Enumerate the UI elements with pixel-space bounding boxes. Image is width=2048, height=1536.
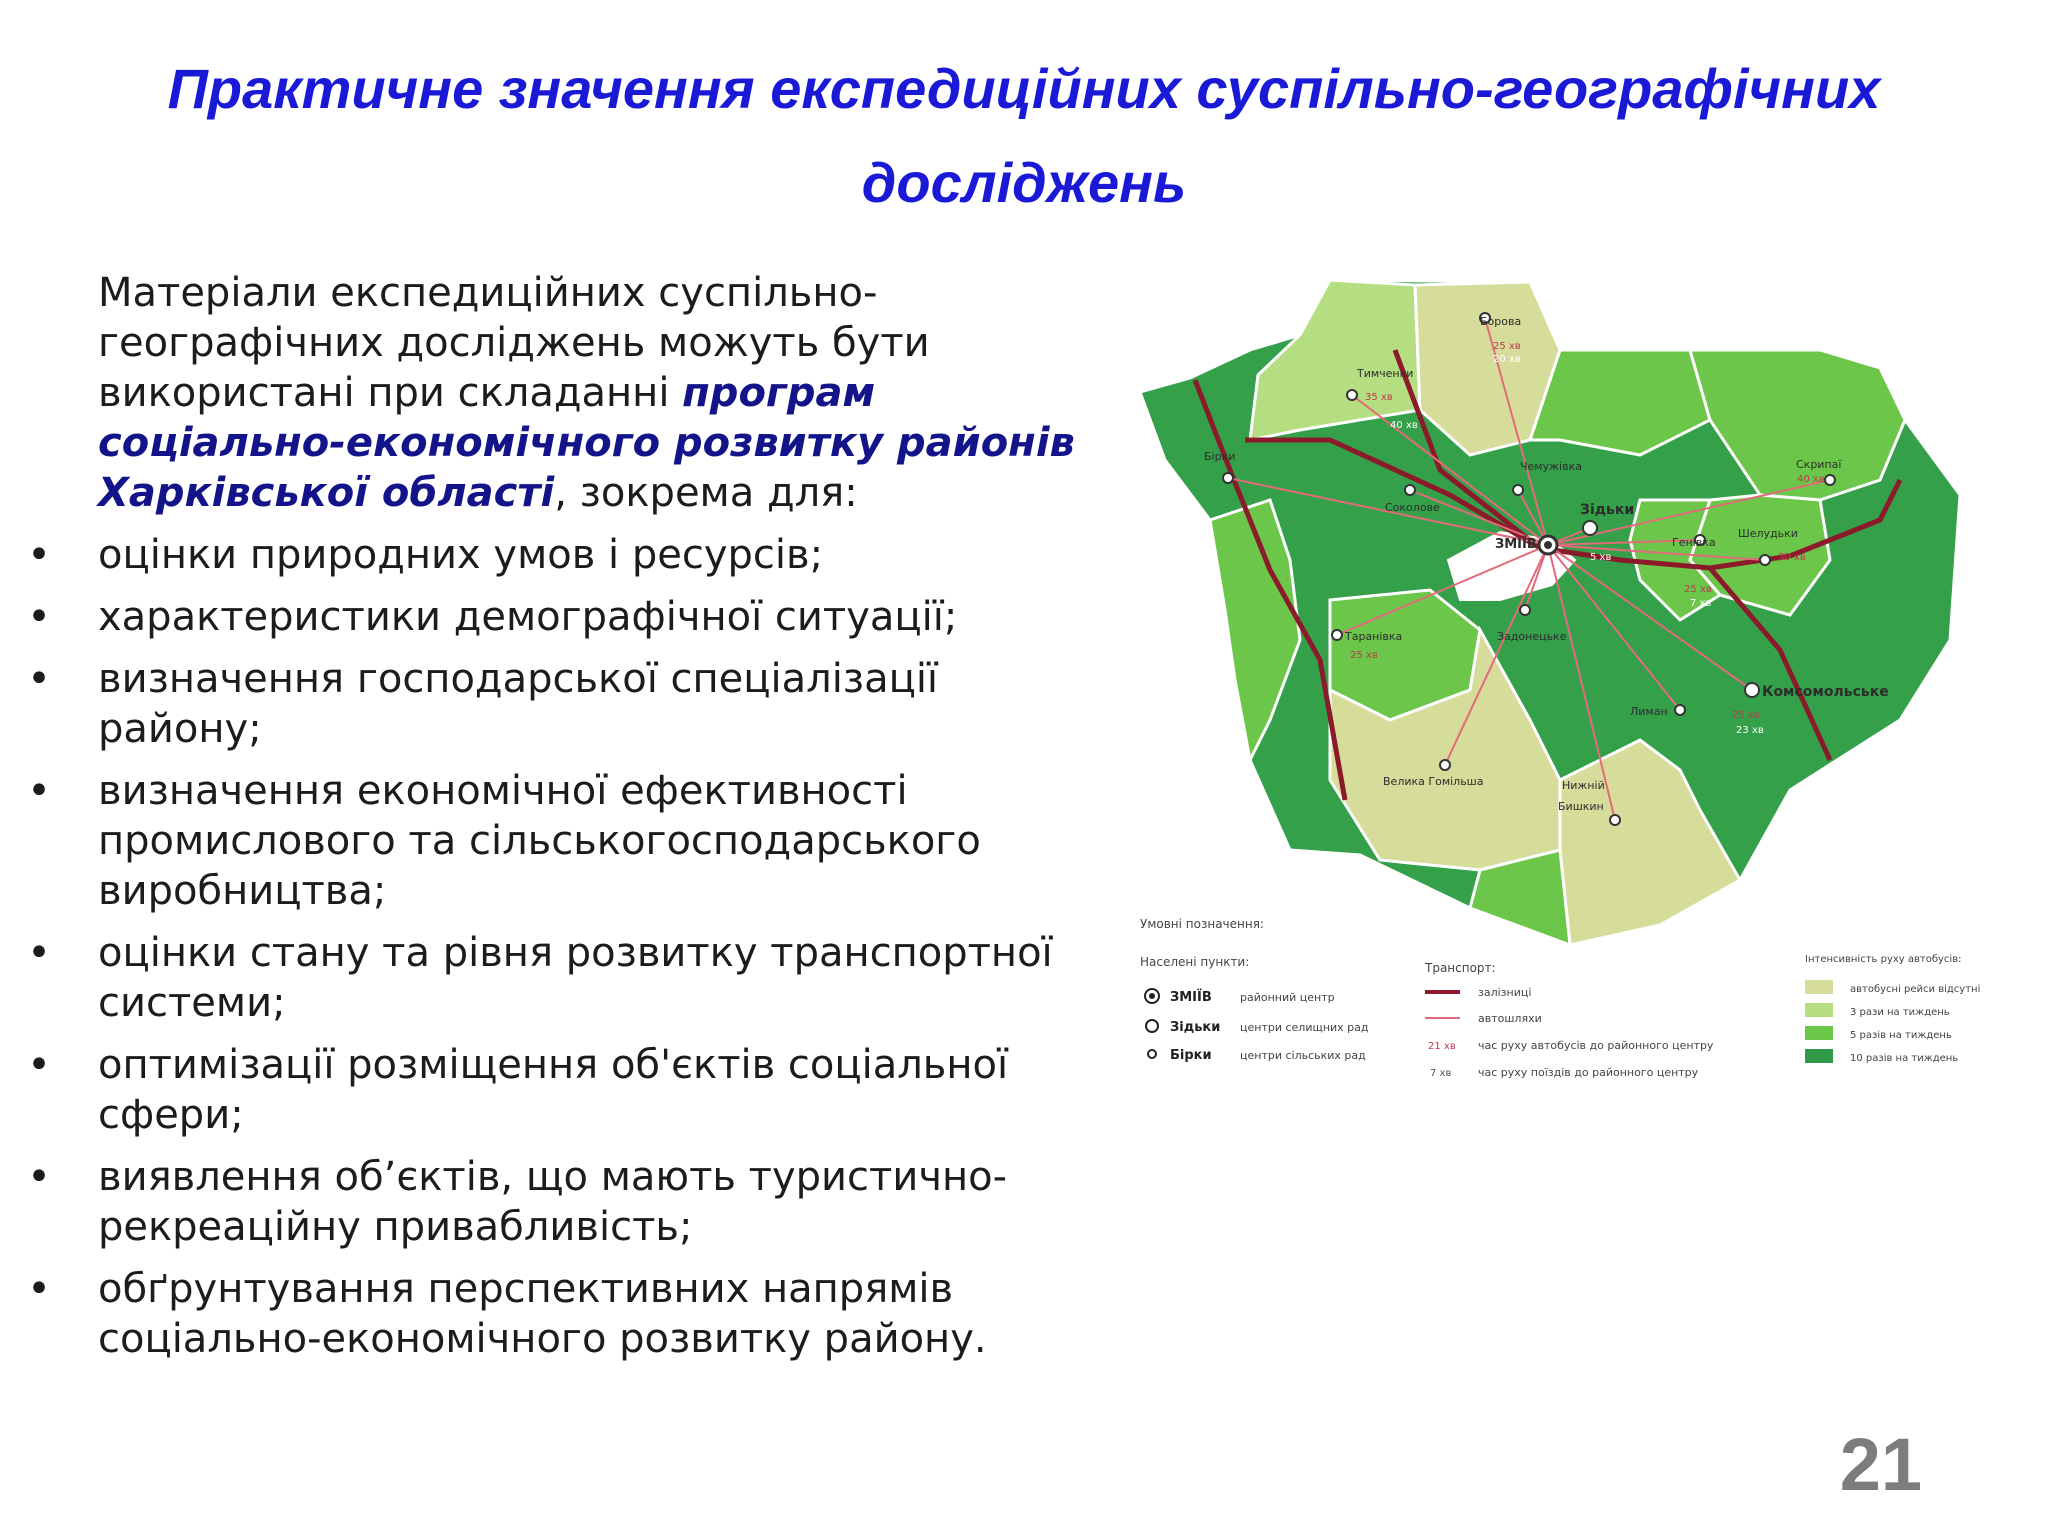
place-label: Тимченки — [1357, 367, 1414, 380]
list-item — [24, 530, 1084, 580]
settlement-marker — [1513, 485, 1523, 495]
list-item-text: оцінки стану та рівня розвитку транспортної системи; — [98, 930, 1053, 1026]
slide-title: Практичне значення експедиційних суспільно-географічних досліджень — [167, 57, 1881, 214]
bullet-marker: • — [27, 1266, 51, 1312]
place-label: Велика Гомільша — [1383, 775, 1484, 788]
legend-bus-header: Інтенсивність руху автобусів: — [1805, 954, 1962, 965]
place-label: Лиман — [1630, 705, 1668, 718]
legend-bus-label: 10 разів на тиждень — [1850, 1053, 1959, 1064]
legend-swatch — [1805, 1026, 1833, 1040]
legend-settlement-desc: центри сільських рад — [1240, 1049, 1366, 1062]
list-item — [24, 1152, 1084, 1252]
bullet-marker: • — [27, 656, 51, 702]
place-label: Таранівка — [1345, 630, 1403, 643]
bus-time-label: 40 хв — [1797, 474, 1825, 485]
legend-transport-desc: автошляхи — [1478, 1012, 1542, 1025]
list-item — [24, 654, 1084, 754]
place-label: Соколове — [1385, 501, 1440, 514]
place-label: Чемужівка — [1520, 460, 1582, 473]
place-label: Генівка — [1672, 536, 1716, 549]
bullet-marker: • — [27, 768, 51, 814]
legend-settlements-header: Населені пункти: — [1140, 955, 1250, 969]
bus-time-label: 25 хв — [1732, 710, 1760, 721]
intro-highlight: програм соціально-економічного розвитку районів Харківської області — [98, 370, 1075, 516]
intro-text-end: , зокрема для: — [554, 470, 858, 516]
slide-body — [24, 268, 1084, 1376]
legend-bus-label: 3 рази на тиждень — [1850, 1007, 1950, 1018]
legend-swatch — [1805, 980, 1833, 994]
train-time-label: 20 хв — [1493, 354, 1521, 365]
list-item-text: визначення економічної ефективності промислового та сільськогосподарського виробництва; — [98, 768, 981, 914]
list-item-text: оцінки природних умов і ресурсів; — [98, 532, 824, 578]
legend-settlement-name: ЗМІЇВ — [1170, 990, 1212, 1005]
place-label: Борова — [1480, 315, 1522, 328]
train-time-label: 23 хв — [1736, 725, 1764, 736]
bullet-marker: • — [27, 1154, 51, 1200]
settlement-marker — [1825, 475, 1835, 485]
train-time-label: 5 хв — [1590, 552, 1612, 563]
list-item — [24, 1040, 1084, 1140]
list-item-text: обґрунтування перспективних напрямів соціально-економічного розвитку району. — [98, 1266, 987, 1362]
place-label: Комсомольське — [1762, 684, 1889, 700]
place-label: Бишкин — [1558, 800, 1604, 813]
intro-text-start: Матеріали експедиційних суспільно-географічних досліджень можуть бути використані при складанні — [98, 270, 930, 416]
bus-time-label: 25 хв — [1684, 584, 1712, 595]
bullet-marker: • — [27, 930, 51, 976]
place-label: ЗМІЇВ — [1495, 537, 1537, 552]
place-label: Бірки — [1204, 450, 1236, 463]
list-item — [24, 928, 1084, 1028]
legend-settlement-desc: районний центр — [1240, 991, 1335, 1004]
legend-bus-label: 5 разів на тиждень — [1850, 1030, 1952, 1041]
legend-settlement-name: Зідьки — [1170, 1020, 1221, 1035]
legend-transport-desc: час руху поїздів до районного центру — [1478, 1066, 1699, 1079]
bus-time-label: 25 хв — [1493, 341, 1521, 352]
page-number: 21 — [1839, 1423, 1922, 1506]
place-label: Нижній — [1562, 779, 1605, 792]
bus-time-label: 25 хв — [1350, 650, 1378, 661]
place-label: Шелудьки — [1738, 527, 1798, 540]
settlement-marker — [1675, 705, 1685, 715]
train-time-label: 40 хв — [1390, 420, 1418, 431]
legend-swatch — [1805, 1049, 1833, 1063]
settlement-marker — [1610, 815, 1620, 825]
settlement-marker — [1440, 760, 1450, 770]
list-item-text: виявлення об’єктів, що мають туристично-рекреаційну привабливість; — [98, 1154, 1008, 1250]
legend-transport-header: Транспорт: — [1425, 961, 1496, 975]
intro-paragraph — [24, 268, 1084, 518]
settlement-marker — [1332, 630, 1342, 640]
settlement-marker — [1760, 555, 1770, 565]
legend-swatch — [1805, 1003, 1833, 1017]
legend-transport-desc: залізниці — [1478, 986, 1532, 999]
district-map — [1132, 268, 2036, 1108]
list-item — [24, 592, 1084, 642]
settlement-marker — [1405, 485, 1415, 495]
legend-settlement-desc: центри селищних рад — [1240, 1021, 1369, 1034]
bus-time-label: 30 хв — [1778, 552, 1806, 563]
zmiiv-marker-inner — [1545, 542, 1551, 548]
map-regions — [1140, 280, 1960, 945]
list-item — [24, 766, 1084, 916]
bullet-marker: • — [27, 1042, 51, 1088]
legend-transport-sample: 21 хв — [1428, 1041, 1456, 1052]
legend-transport-desc: час руху автобусів до районного центру — [1478, 1039, 1714, 1052]
train-time-label: 7 хв — [1690, 598, 1712, 609]
legend-title: Умовні позначення: — [1140, 917, 1264, 931]
bullet-marker: • — [27, 532, 51, 578]
list-item-text: характеристики демографічної ситуації; — [98, 594, 958, 640]
bullet-marker: • — [27, 594, 51, 640]
settlement-marker — [1745, 683, 1759, 697]
bus-time-label: 35 хв — [1365, 392, 1393, 403]
list-item — [24, 1264, 1084, 1364]
settlement-legend-icon — [1146, 1020, 1158, 1032]
village-legend-icon — [1148, 1050, 1156, 1058]
settlement-marker — [1347, 390, 1357, 400]
settlement-marker — [1520, 605, 1530, 615]
settlement-marker — [1223, 473, 1233, 483]
place-label: Скрипаї — [1796, 458, 1842, 471]
legend-settlement-name: Бірки — [1170, 1048, 1212, 1063]
list-item-text: оптимізації розміщення об'єктів соціальної сфери; — [98, 1042, 1009, 1138]
legend-transport-sample: 7 хв — [1430, 1068, 1452, 1079]
zmiiv-legend-icon-dot — [1149, 993, 1155, 999]
settlement-marker — [1583, 521, 1597, 535]
place-label: Задонецьке — [1497, 630, 1567, 643]
list-item-text: визначення господарської спеціалізації району; — [98, 656, 939, 752]
legend-bus-label: автобусні рейси відсутні — [1850, 984, 1981, 995]
bullet-list — [24, 530, 1084, 1364]
place-label: Зідьки — [1580, 502, 1635, 518]
